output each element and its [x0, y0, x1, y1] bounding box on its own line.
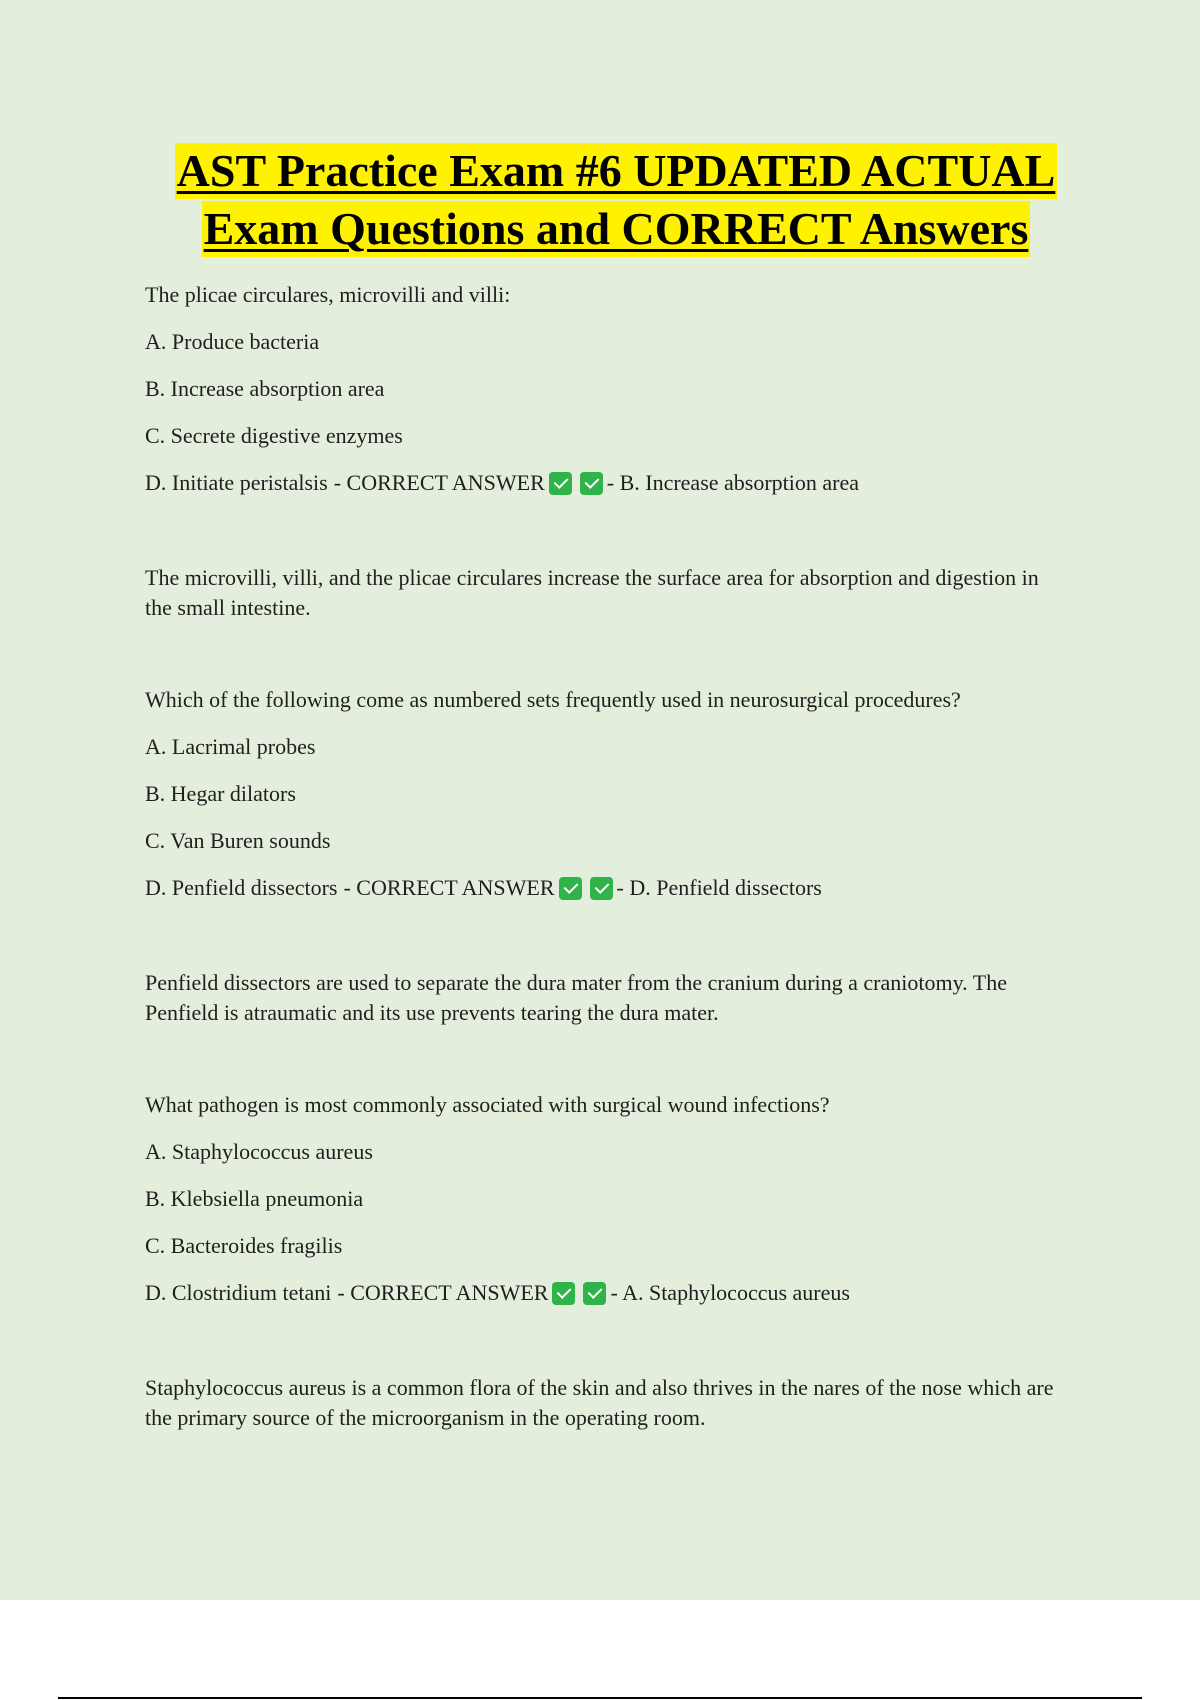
option-c: C. Bacteroides fragilis: [145, 1233, 343, 1258]
option-b: B. Klebsiella pneumonia: [145, 1186, 364, 1211]
option-b: B. Hegar dilators: [145, 781, 296, 806]
option-d-with-answer: [145, 874, 1065, 902]
green-checkmark-icon: [590, 877, 613, 900]
option-d-with-answer: [145, 469, 1065, 497]
title-line-2: Exam Questions and CORRECT Answers: [202, 201, 1031, 257]
option-d: D. Penfield dissectors: [145, 875, 338, 900]
green-checkmark-icon: [580, 472, 603, 495]
option-b: B. Increase absorption area: [145, 376, 385, 401]
explanation-text: Staphylococcus aureus is a common flora of the skin and also thrives in the nares of the nose which are the primary source of the microorganism in the operating room.: [145, 1375, 1054, 1430]
option-d: D. Initiate peristalsis: [145, 470, 328, 495]
explanation-text: Penfield dissectors are used to separate the dura mater from the cranium during a craniotomy. The Penfield is atraumatic and its use prevents tearing the dura mater.: [145, 970, 1007, 1025]
option-c: C. Van Buren sounds: [145, 828, 331, 853]
question-text: What pathogen is most commonly associated with surgical wound infections?: [145, 1092, 830, 1117]
question-text: Which of the following come as numbered sets frequently used in neurosurgical procedures?: [145, 687, 961, 712]
option-d: D. Clostridium tetani: [145, 1280, 332, 1305]
correct-answer-label: - CORRECT ANSWER: [333, 470, 545, 495]
answer-text: - A. Staphylococcus aureus: [610, 1280, 850, 1305]
answer-text: - B. Increase absorption area: [606, 470, 860, 495]
green-checkmark-icon: [559, 877, 582, 900]
explanation-text: The microvilli, villi, and the plicae circulares increase the surface area for absorption and digestion in the small intestine.: [145, 565, 1039, 620]
option-a: A. Produce bacteria: [145, 329, 320, 354]
document-title: [60, 143, 1172, 257]
question-block-2: [145, 686, 1065, 1028]
question-block-1: [145, 281, 1065, 623]
option-a: A. Staphylococcus aureus: [145, 1139, 373, 1164]
green-checkmark-icon: [583, 1282, 606, 1305]
green-checkmark-icon: [549, 472, 572, 495]
option-d-with-answer: [145, 1279, 1065, 1307]
correct-answer-label: - CORRECT ANSWER: [337, 1280, 549, 1305]
option-a: A. Lacrimal probes: [145, 734, 316, 759]
title-line-1: AST Practice Exam #6 UPDATED ACTUAL: [175, 143, 1058, 199]
correct-answer-label: - CORRECT ANSWER: [343, 875, 555, 900]
footer-divider: [58, 1697, 1142, 1699]
green-checkmark-icon: [552, 1282, 575, 1305]
question-block-3: [145, 1091, 1065, 1433]
answer-text: - D. Penfield dissectors: [616, 875, 822, 900]
question-text: The plicae circulares, microvilli and villi:: [145, 282, 511, 307]
option-c: C. Secrete digestive enzymes: [145, 423, 403, 448]
